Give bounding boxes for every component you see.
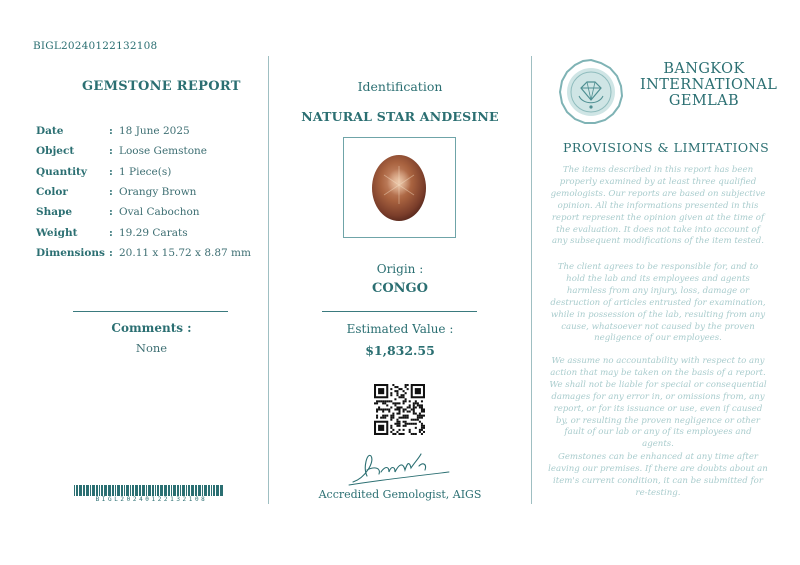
- barcode-bar: [202, 485, 203, 496]
- field-colon: :: [109, 186, 113, 199]
- provisions-paragraph: The items described in this report has been properly examined by at least three qualified gemologists. Our reports are based on subjective opinion. All the informations presented in this report represent the opinion given at the time of the evaluation. It does not take into account of any subsequent modifications of the item tested.: [550, 165, 766, 247]
- gemstone-image: [344, 138, 455, 237]
- barcode-bar: [216, 485, 219, 496]
- barcode-bar: [86, 485, 89, 496]
- lab-name-line: GEMLAB: [668, 93, 740, 109]
- field-weight: [36, 222, 266, 242]
- field-colon: :: [109, 246, 113, 259]
- barcode-bar: [208, 485, 210, 496]
- barcode-bar: [74, 485, 75, 496]
- barcode-bar: [108, 485, 111, 496]
- field-colon: :: [109, 125, 113, 138]
- barcode-bar: [115, 485, 116, 496]
- barcode-bar: [79, 485, 82, 496]
- field-value: Loose Gemstone: [119, 145, 208, 158]
- field-date: [36, 121, 266, 141]
- lab-seal-logo: [557, 58, 625, 126]
- barcode-bar: [142, 485, 145, 496]
- barcode-bar: [99, 485, 100, 496]
- field-label: Date: [36, 125, 64, 138]
- field-value: 19.29 Carats: [119, 226, 188, 239]
- barcode-text: BIGL20240122132108: [95, 496, 208, 503]
- barcode-bar: [157, 485, 159, 496]
- field-color: [36, 182, 266, 202]
- gemstone-photo: [343, 137, 456, 238]
- provisions-paragraph: The client agrees to be responsible for, and to hold the lab and its employees and agents harmless from any injury, loss, damage or destruction of articles entrusted for examination, while in possession of the lab, resulting from any cause, whatsoever not caused by the proven negligence of our employees.: [550, 262, 766, 344]
- barcode-bar: [220, 485, 223, 496]
- field-value: 20.11 x 15.72 x 8.87 mm: [119, 246, 251, 259]
- provisions-title: PROVISIONS & LIMITATIONS: [563, 140, 770, 155]
- origin-value: CONGO: [372, 281, 428, 296]
- field-label: Object: [36, 145, 75, 158]
- barcode-bar: [182, 485, 185, 496]
- barcode-bar: [101, 485, 103, 496]
- identification-label: Identification: [357, 79, 443, 94]
- barcode-bar: [76, 485, 78, 496]
- value-divider: [322, 311, 477, 312]
- field-object: [36, 141, 266, 161]
- field-label: Dimensions: [36, 246, 105, 259]
- comments-divider: [73, 311, 228, 312]
- comments-value: None: [135, 341, 168, 355]
- barcode-bar: [112, 485, 114, 496]
- field-colon: :: [109, 206, 113, 219]
- barcode-bar: [198, 485, 201, 496]
- gemologist-signature: [345, 448, 455, 488]
- barcode-bar: [132, 485, 134, 496]
- barcode-bar: [126, 485, 129, 496]
- stone-name: NATURAL STAR ANDESINE: [301, 109, 499, 124]
- field-colon: :: [109, 226, 113, 239]
- barcode-bar: [195, 485, 197, 496]
- provisions-paragraph: Gemstones can be enhanced at any time after leaving our premises. If there are doubts about an item's current condition, it can be submitted for re-testing.: [548, 452, 768, 498]
- field-value: Oval Cabochon: [119, 206, 200, 219]
- lab-name-line: INTERNATIONAL: [640, 77, 778, 93]
- barcode-bar: [104, 485, 107, 496]
- column-divider-right: [531, 56, 532, 504]
- barcode: [74, 485, 229, 496]
- barcode-bar: [139, 485, 141, 496]
- barcode-bar: [173, 485, 176, 496]
- barcode-bar: [130, 485, 131, 496]
- field-value: 1 Piece(s): [119, 165, 172, 178]
- report-number: BIGL20240122132108: [33, 40, 158, 52]
- lab-name: [640, 61, 778, 109]
- estimated-value-label: Estimated Value :: [346, 322, 454, 336]
- barcode-bar: [117, 485, 120, 496]
- barcode-bar: [204, 485, 207, 496]
- field-colon: :: [109, 145, 113, 158]
- lab-name-line: BANGKOK: [663, 61, 745, 77]
- origin-label: Origin :: [376, 262, 424, 276]
- barcode-bar: [146, 485, 147, 496]
- barcode-bar: [148, 485, 151, 496]
- gemologist-title: Accredited Gemologist, AIGS: [318, 488, 482, 501]
- barcode-bar: [180, 485, 181, 496]
- barcode-bar: [177, 485, 179, 496]
- barcode-bar: [160, 485, 163, 496]
- barcode-bar: [213, 485, 215, 496]
- field-colon: :: [109, 165, 113, 178]
- barcode-bar: [211, 485, 212, 496]
- field-dimensions: [36, 243, 266, 263]
- barcode-bar: [135, 485, 138, 496]
- field-label: Color: [36, 186, 68, 199]
- barcode-bar: [168, 485, 170, 496]
- field-value: Orangy Brown: [119, 186, 197, 199]
- field-label: Weight: [36, 226, 78, 239]
- barcode-bar: [188, 485, 190, 496]
- barcode-bar: [155, 485, 156, 496]
- field-shape: [36, 202, 266, 222]
- barcode-bar: [96, 485, 98, 496]
- barcode-bar: [171, 485, 172, 496]
- field-quantity: [36, 162, 266, 182]
- report-title: GEMSTONE REPORT: [82, 79, 241, 94]
- estimated-value: $1,832.55: [365, 343, 435, 358]
- comments-label: Comments :: [111, 321, 192, 335]
- field-label: Shape: [36, 206, 73, 219]
- provisions-paragraph: We assume no accountability with respect to any action that may be taken on the basis of a report. We shall not be liable for special or consequential damages for any error in, or omissions from, any report, or for its issuance or use, even if caused by, or resulting the proven negligence or other fault of our lab or any of its employees and agents.: [549, 356, 767, 450]
- barcode-bar: [152, 485, 154, 496]
- details-list: [36, 121, 266, 263]
- field-label: Quantity: [36, 165, 88, 178]
- barcode-bar: [186, 485, 187, 496]
- barcode-bar: [92, 485, 95, 496]
- qr-code: [374, 384, 425, 435]
- field-value: 18 June 2025: [119, 125, 190, 138]
- barcode-bar: [90, 485, 91, 496]
- barcode-bar: [164, 485, 167, 496]
- barcode-bar: [83, 485, 85, 496]
- barcode-bar: [121, 485, 123, 496]
- barcode-bar: [124, 485, 125, 496]
- barcode-bar: [191, 485, 194, 496]
